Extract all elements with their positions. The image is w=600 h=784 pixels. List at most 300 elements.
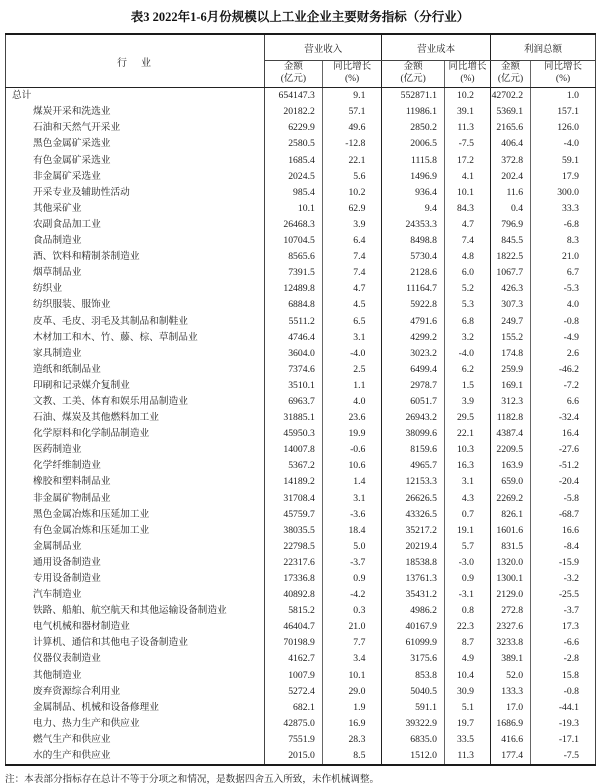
profit-growth-cell: -46.2 (531, 362, 596, 378)
cost-amount-cell: 2006.5 (382, 136, 445, 152)
revenue-growth-cell: 10.6 (322, 458, 382, 474)
table-row (6, 378, 596, 394)
profit-amount-cell: 42702.2 (490, 88, 530, 105)
profit-amount-cell: 17.0 (490, 700, 530, 716)
amount-label: 金额 (283, 62, 303, 73)
revenue-amount-cell: 17336.8 (265, 571, 323, 587)
revenue-growth-cell: 21.0 (322, 619, 382, 635)
cost-amount-cell: 9.4 (382, 201, 445, 217)
revenue-growth-cell: 7.4 (322, 249, 382, 265)
cost-growth-cell: 5.3 (444, 297, 490, 313)
table-row (6, 555, 596, 571)
revenue-amount-cell: 38035.5 (265, 523, 323, 539)
industry-name: 石油和天然气开采业 (33, 122, 121, 134)
revenue-amount-cell: 3510.1 (265, 378, 323, 394)
profit-growth-cell: 300.0 (531, 185, 596, 201)
industry-name: 化学纤维制造业 (33, 460, 101, 472)
cost-growth-cell: 30.9 (444, 683, 490, 699)
industry-name: 煤炭开采和洗选业 (33, 106, 111, 118)
table-header (6, 34, 596, 88)
revenue-growth-cell: -0.6 (322, 442, 382, 458)
profit-growth-cell: 16.6 (531, 523, 596, 539)
industry-name: 通用设备制造业 (33, 556, 101, 568)
profit-amount-cell: 155.2 (490, 329, 530, 345)
revenue-growth-cell: 2.5 (322, 362, 382, 378)
revenue-growth-cell: 1.9 (322, 700, 382, 716)
profit-amount-cell: 307.3 (490, 297, 530, 313)
revenue-growth-cell: 19.9 (322, 426, 382, 442)
cost-growth-cell: 11.3 (444, 748, 490, 765)
profit-amount-cell: 389.1 (490, 651, 530, 667)
revenue-amount-cell: 2024.5 (265, 168, 323, 184)
cost-growth-cell: 4.9 (444, 651, 490, 667)
profit-growth-cell: -3.7 (531, 603, 596, 619)
cost-amount-cell: 5730.4 (382, 249, 445, 265)
revenue-amount-cell: 5272.4 (265, 683, 323, 699)
industry-name: 有色金属矿采选业 (33, 154, 111, 166)
cost-growth-cell: 0.9 (444, 571, 490, 587)
revenue-amount-cell: 12489.8 (265, 281, 323, 297)
cost-growth-cell: 6.0 (444, 265, 490, 281)
industry-name: 金属制品业 (33, 540, 82, 552)
table-row (6, 329, 596, 345)
industry-name: 专用设备制造业 (33, 573, 101, 584)
profit-growth-cell: -5.3 (531, 281, 596, 297)
cost-amount-cell: 2128.6 (382, 265, 445, 281)
revenue-growth-cell: 29.0 (322, 683, 382, 699)
cost-growth-cell: 3.9 (444, 394, 490, 410)
table-body (6, 88, 596, 765)
cost-growth-cell: -3.0 (444, 555, 490, 571)
table-row (6, 168, 596, 184)
table-row (6, 539, 596, 555)
revenue-amount-cell: 40892.8 (265, 587, 323, 603)
table-row (6, 732, 596, 748)
table-row (6, 700, 596, 716)
revenue-amount-cell: 682.1 (265, 700, 323, 716)
table-row (6, 603, 596, 619)
revenue-growth-cell: -3.7 (322, 555, 382, 571)
table-row (6, 683, 596, 699)
table-row (6, 490, 596, 506)
revenue-amount-cell: 14189.2 (265, 474, 323, 490)
industry-name: 燃气生产和供应业 (33, 733, 111, 745)
cost-amount-cell: 61099.9 (382, 635, 445, 651)
cost-growth-cell: -3.1 (444, 587, 490, 603)
profit-amount-cell: 796.9 (490, 217, 530, 233)
revenue-amount-cell: 5367.2 (265, 458, 323, 474)
table-row (6, 394, 596, 410)
profit-amount-cell: 831.5 (490, 539, 530, 555)
revenue-growth-cell: 18.4 (322, 523, 382, 539)
table-row (6, 152, 596, 168)
profit-amount-cell: 259.9 (490, 362, 530, 378)
cost-growth-cell: 17.2 (444, 152, 490, 168)
profit-growth-cell: -17.1 (531, 732, 596, 748)
cost-growth-cell: 10.3 (444, 442, 490, 458)
table-row (6, 571, 596, 587)
table-row (6, 297, 596, 313)
cost-amount-cell: 1496.9 (382, 168, 445, 184)
revenue-amount-cell: 42875.0 (265, 716, 323, 732)
profit-amount-cell: 2327.6 (490, 619, 530, 635)
cost-growth-cell: 1.5 (444, 378, 490, 394)
revenue-growth-cell: 28.3 (322, 732, 382, 748)
revenue-growth-cell: 3.1 (322, 329, 382, 345)
profit-growth-cell: -0.8 (531, 683, 596, 699)
profit-growth-cell: 15.8 (531, 667, 596, 683)
cost-amount-cell: 8498.8 (382, 233, 445, 249)
revenue-amount-cell: 6884.8 (265, 297, 323, 313)
table-row (6, 104, 596, 120)
profit-growth-cell: -7.5 (531, 748, 596, 765)
profit-growth-cell: -32.4 (531, 410, 596, 426)
table-row (6, 587, 596, 603)
cost-amount-cell: 4791.6 (382, 313, 445, 329)
profit-growth-cell: -51.2 (531, 458, 596, 474)
industry-name: 酒、饮料和精制茶制造业 (33, 251, 140, 263)
revenue-amount-cell: 22798.5 (265, 539, 323, 555)
revenue-growth-cell: 4.7 (322, 281, 382, 297)
group-header-row (6, 34, 596, 61)
cost-growth-cell: 0.8 (444, 603, 490, 619)
cost-growth-cell: 5.7 (444, 539, 490, 555)
profit-amount-cell: 1822.5 (490, 249, 530, 265)
column-header-revenue-growth (322, 61, 382, 88)
profit-amount-cell: 2165.6 (490, 120, 530, 136)
revenue-growth-cell: 9.1 (322, 88, 382, 105)
cost-growth-cell: 4.8 (444, 249, 490, 265)
cost-growth-cell: 10.4 (444, 667, 490, 683)
revenue-growth-cell: 49.6 (322, 120, 382, 136)
industry-name: 家具制造业 (33, 347, 82, 359)
cost-amount-cell: 4965.7 (382, 458, 445, 474)
table-row (6, 201, 596, 217)
growth-unit-label: (%) (555, 74, 571, 84)
cost-amount-cell: 13761.3 (382, 571, 445, 587)
industry-name: 黑色金属矿采选业 (33, 138, 111, 150)
cost-amount-cell: 5922.8 (382, 297, 445, 313)
industry-name: 食品制造业 (33, 235, 82, 247)
table-row (6, 120, 596, 136)
growth-label: 同比增长 (333, 62, 372, 73)
revenue-growth-cell: 0.9 (322, 571, 382, 587)
profit-amount-cell: 1067.7 (490, 265, 530, 281)
revenue-amount-cell: 4746.4 (265, 329, 323, 345)
profit-growth-cell: 1.0 (531, 88, 596, 105)
revenue-amount-cell: 4162.7 (265, 651, 323, 667)
profit-amount-cell: 406.4 (490, 136, 530, 152)
cost-growth-cell: 11.3 (444, 120, 490, 136)
column-header-cost-growth (444, 61, 490, 88)
revenue-growth-cell: 57.1 (322, 104, 382, 120)
profit-growth-cell: -5.8 (531, 490, 596, 506)
cost-amount-cell: 18538.8 (382, 555, 445, 571)
industry-name: 烟草制品业 (33, 267, 82, 279)
cost-amount-cell: 43326.5 (382, 506, 445, 522)
revenue-growth-cell: 4.5 (322, 297, 382, 313)
revenue-growth-cell: 3.1 (322, 490, 382, 506)
industry-name: 印刷和记录媒介复制业 (33, 379, 130, 391)
profit-growth-cell: 16.4 (531, 426, 596, 442)
cost-amount-cell: 6051.7 (382, 394, 445, 410)
industry-name: 造纸和纸制品业 (33, 363, 101, 375)
revenue-growth-cell: 7.7 (322, 635, 382, 651)
revenue-amount-cell: 45950.3 (265, 426, 323, 442)
industry-name: 铁路、船舶、航空航天和其他运输设备制造业 (33, 605, 227, 617)
industry-name: 纺织业 (33, 283, 63, 295)
profit-amount-cell: 174.8 (490, 346, 530, 362)
cost-amount-cell: 8159.6 (382, 442, 445, 458)
revenue-amount-cell: 5815.2 (265, 603, 323, 619)
revenue-growth-cell: -4.0 (322, 346, 382, 362)
amount-unit-label: (亿元) (280, 74, 307, 84)
revenue-growth-cell: 10.1 (322, 667, 382, 683)
group-header-cost: 营业成本 (382, 34, 491, 61)
industry-name: 电力、热力生产和供应业 (33, 717, 140, 729)
cost-amount-cell: 1512.0 (382, 748, 445, 765)
column-header-profit-amount (490, 61, 530, 88)
cost-growth-cell: 5.2 (444, 281, 490, 297)
column-header-profit-growth (531, 61, 596, 88)
revenue-amount-cell: 2580.5 (265, 136, 323, 152)
table-row (6, 281, 596, 297)
table-row (6, 458, 596, 474)
footnote: 注：本表部分指标存在总计不等于分项之和情况，是数据四舍五入所致，未作机械调整。 (5, 773, 380, 784)
table-row (6, 716, 596, 732)
revenue-growth-cell: -4.2 (322, 587, 382, 603)
profit-growth-cell: 157.1 (531, 104, 596, 120)
cost-growth-cell: 8.7 (444, 635, 490, 651)
profit-amount-cell: 372.8 (490, 152, 530, 168)
table-row (6, 185, 596, 201)
revenue-growth-cell: 0.3 (322, 603, 382, 619)
profit-amount-cell: 845.5 (490, 233, 530, 249)
profit-growth-cell: 8.3 (531, 233, 596, 249)
industry-name: 医药制造业 (33, 444, 82, 456)
group-header-revenue: 营业收入 (265, 34, 382, 61)
profit-growth-cell: -7.2 (531, 378, 596, 394)
table-row (6, 635, 596, 651)
cost-amount-cell: 5040.5 (382, 683, 445, 699)
revenue-growth-cell: 16.9 (322, 716, 382, 732)
revenue-amount-cell: 22317.6 (265, 555, 323, 571)
cost-growth-cell: 22.1 (444, 426, 490, 442)
revenue-growth-cell: 7.4 (322, 265, 382, 281)
revenue-growth-cell: 23.6 (322, 410, 382, 426)
industry-name: 化学原料和化学制品制造业 (33, 428, 150, 440)
revenue-amount-cell: 1007.9 (265, 667, 323, 683)
cost-amount-cell: 24353.3 (382, 217, 445, 233)
group-header-profit: 利润总额 (490, 34, 595, 61)
revenue-amount-cell: 46404.7 (265, 619, 323, 635)
table-row (6, 523, 596, 539)
industry-name: 水的生产和供应业 (33, 750, 111, 762)
revenue-amount-cell: 6963.7 (265, 394, 323, 410)
profit-growth-cell: -0.8 (531, 313, 596, 329)
revenue-amount-cell: 985.4 (265, 185, 323, 201)
revenue-growth-cell: -3.6 (322, 506, 382, 522)
profit-amount-cell: 2209.5 (490, 442, 530, 458)
industry-name: 废弃资源综合利用业 (33, 685, 121, 697)
revenue-amount-cell: 31885.1 (265, 410, 323, 426)
industry-name: 非金属矿采选业 (33, 170, 101, 182)
profit-growth-cell: -15.9 (531, 555, 596, 571)
table-row (6, 651, 596, 667)
profit-amount-cell: 1300.1 (490, 571, 530, 587)
cost-growth-cell: 7.4 (444, 233, 490, 249)
revenue-amount-cell: 70198.9 (265, 635, 323, 651)
profit-amount-cell: 1182.8 (490, 410, 530, 426)
cost-growth-cell: 22.3 (444, 619, 490, 635)
revenue-growth-cell: 1.4 (322, 474, 382, 490)
revenue-amount-cell: 7551.9 (265, 732, 323, 748)
profit-amount-cell: 133.3 (490, 683, 530, 699)
cost-growth-cell: 6.2 (444, 362, 490, 378)
column-header-cost-amount (382, 61, 445, 88)
profit-growth-cell: -3.2 (531, 571, 596, 587)
cost-amount-cell: 26943.2 (382, 410, 445, 426)
profit-growth-cell: 21.0 (531, 249, 596, 265)
cost-amount-cell: 40167.9 (382, 619, 445, 635)
profit-amount-cell: 312.3 (490, 394, 530, 410)
cost-amount-cell: 35217.2 (382, 523, 445, 539)
profit-amount-cell: 0.4 (490, 201, 530, 217)
profit-amount-cell: 416.6 (490, 732, 530, 748)
profit-growth-cell: 17.3 (531, 619, 596, 635)
cost-amount-cell: 2850.2 (382, 120, 445, 136)
cost-amount-cell: 12153.3 (382, 474, 445, 490)
revenue-amount-cell: 2015.0 (265, 748, 323, 765)
profit-growth-cell: 6.7 (531, 265, 596, 281)
revenue-amount-cell: 3604.0 (265, 346, 323, 362)
cost-growth-cell: 0.7 (444, 506, 490, 522)
profit-growth-cell: 4.0 (531, 297, 596, 313)
cost-growth-cell: 5.1 (444, 700, 490, 716)
profit-amount-cell: 5369.1 (490, 104, 530, 120)
profit-amount-cell: 2129.0 (490, 587, 530, 603)
industry-name: 其他采矿业 (33, 202, 82, 214)
cost-amount-cell: 39322.9 (382, 716, 445, 732)
cost-growth-cell: 10.1 (444, 185, 490, 201)
cost-growth-cell: 3.1 (444, 474, 490, 490)
revenue-growth-cell: 22.1 (322, 152, 382, 168)
revenue-growth-cell: 10.2 (322, 185, 382, 201)
profit-amount-cell: 1320.0 (490, 555, 530, 571)
profit-amount-cell: 52.0 (490, 667, 530, 683)
financial-indicators-table (5, 33, 596, 766)
profit-amount-cell: 826.1 (490, 506, 530, 522)
cost-amount-cell: 35431.2 (382, 587, 445, 603)
cost-growth-cell: 10.2 (444, 88, 490, 105)
cost-amount-cell: 552871.1 (382, 88, 445, 105)
table-title: 表3 2022年1-6月份规模以上工业企业主要财务指标（分行业） (130, 10, 470, 24)
cost-growth-cell: 3.2 (444, 329, 490, 345)
profit-growth-cell: -8.4 (531, 539, 596, 555)
profit-growth-cell: -6.8 (531, 217, 596, 233)
revenue-growth-cell: 3.9 (322, 217, 382, 233)
cost-amount-cell: 2978.7 (382, 378, 445, 394)
cost-growth-cell: 19.1 (444, 523, 490, 539)
revenue-amount-cell: 7391.5 (265, 265, 323, 281)
table-row (6, 667, 596, 683)
profit-growth-cell: 126.0 (531, 120, 596, 136)
revenue-amount-cell: 26468.3 (265, 217, 323, 233)
cost-amount-cell: 1115.8 (382, 152, 445, 168)
table-row (6, 426, 596, 442)
cost-growth-cell: 4.3 (444, 490, 490, 506)
profit-amount-cell: 163.9 (490, 458, 530, 474)
revenue-growth-cell: 5.0 (322, 539, 382, 555)
cost-growth-cell: 33.5 (444, 732, 490, 748)
industry-name: 金属制品、机械和设备修理业 (33, 701, 159, 713)
cost-growth-cell: 4.1 (444, 168, 490, 184)
table-row (6, 410, 596, 426)
profit-amount-cell: 659.0 (490, 474, 530, 490)
profit-growth-cell: -6.6 (531, 635, 596, 651)
revenue-growth-cell: 4.0 (322, 394, 382, 410)
industry-name: 纺织服装、服饰业 (33, 299, 111, 311)
industry-name: 石油、煤炭及其他燃料加工业 (33, 412, 159, 424)
industry-name: 非金属矿物制品业 (33, 492, 111, 504)
revenue-amount-cell: 1685.4 (265, 152, 323, 168)
cost-amount-cell: 591.1 (382, 700, 445, 716)
cost-amount-cell: 3023.2 (382, 346, 445, 362)
column-header-industry: 行 业 (6, 34, 265, 88)
revenue-amount-cell: 7374.6 (265, 362, 323, 378)
cost-growth-cell: 29.5 (444, 410, 490, 426)
profit-amount-cell: 3233.8 (490, 635, 530, 651)
revenue-amount-cell: 5511.2 (265, 313, 323, 329)
table-row (6, 136, 596, 152)
industry-name: 有色金属冶炼和压延加工业 (33, 524, 150, 536)
revenue-growth-cell: 5.6 (322, 168, 382, 184)
profit-growth-cell: 17.9 (531, 168, 596, 184)
cost-growth-cell: 4.7 (444, 217, 490, 233)
cost-amount-cell: 6835.0 (382, 732, 445, 748)
cost-growth-cell: 84.3 (444, 201, 490, 217)
cost-amount-cell: 11164.7 (382, 281, 445, 297)
industry-name: 电气机械和器材制造业 (33, 621, 130, 633)
profit-amount-cell: 2269.2 (490, 490, 530, 506)
profit-amount-cell: 426.3 (490, 281, 530, 297)
industry-name: 计算机、通信和其他电子设备制造业 (33, 637, 188, 649)
amount-label: 金额 (501, 62, 521, 73)
profit-growth-cell: 6.6 (531, 394, 596, 410)
cost-amount-cell: 853.8 (382, 667, 445, 683)
industry-name: 农副食品加工业 (33, 218, 101, 230)
cost-amount-cell: 11986.1 (382, 104, 445, 120)
growth-unit-label: (%) (460, 74, 475, 84)
table-row (6, 88, 596, 105)
profit-amount-cell: 272.8 (490, 603, 530, 619)
table-row (6, 442, 596, 458)
cost-growth-cell: 19.7 (444, 716, 490, 732)
revenue-amount-cell: 654147.3 (265, 88, 323, 105)
cost-growth-cell: -7.5 (444, 136, 490, 152)
growth-unit-label: (%) (344, 74, 360, 84)
table-row (6, 362, 596, 378)
column-header-revenue-amount (265, 61, 323, 88)
industry-name: 文教、工美、体育和娱乐用品制造业 (33, 395, 188, 407)
cost-growth-cell: 39.1 (444, 104, 490, 120)
industry-name: 皮革、毛皮、羽毛及其制品和制鞋业 (33, 315, 188, 327)
profit-growth-cell: -4.0 (531, 136, 596, 152)
industry-name: 橡胶和塑料制品业 (33, 476, 111, 488)
table-row (6, 748, 596, 765)
table-row (6, 619, 596, 635)
industry-name: 开采专业及辅助性活动 (33, 186, 130, 198)
